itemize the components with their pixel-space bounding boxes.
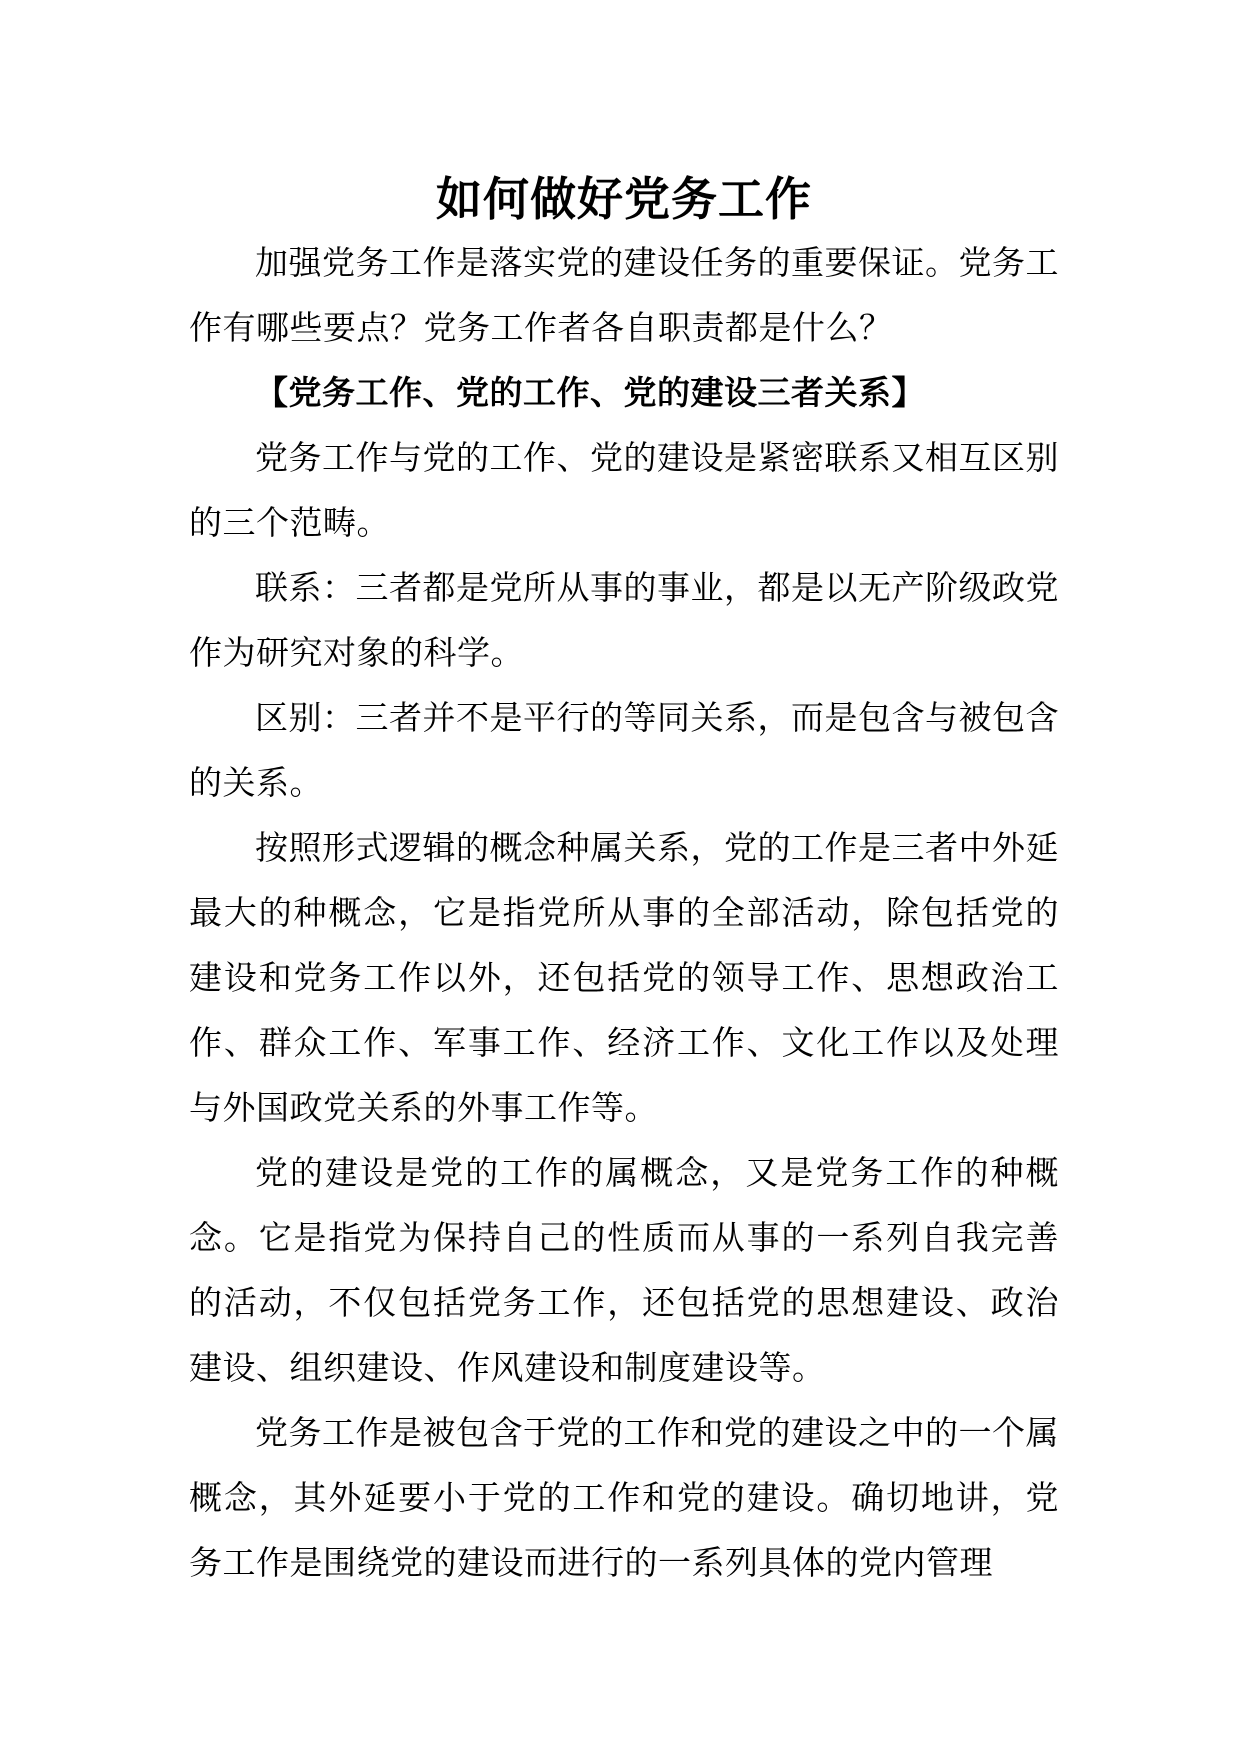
paragraph-categories: 党务工作与党的工作、党的建设是紧密联系又相互区别的三个范畴。 [189,438,1059,542]
document-body [189,168,1059,1595]
paragraph-connection: 联系：三者都是党所从事的事业，都是以无产阶级政党作为研究对象的科学。 [189,568,1059,672]
document-title: 如何做好党务工作 [436,172,812,226]
intro-paragraph: 加强党务工作是落实党的建设任务的重要保证。党务工作有哪些要点？党务工作者各自职责都是什么？ [189,243,1059,347]
paragraph-party-work: 按照形式逻辑的概念种属关系，党的工作是三者中外延最大的种概念，它是指党所从事的全部活动，除包括党的建设和党务工作以外，还包括党的领导工作、思想政治工作、群众工作、军事工作、经济工作、文化工作以及处理与外国政党关系的外事工作等。 [189,828,1059,1127]
section-heading: 【党务工作、党的工作、党的建设三者关系】 [255,373,925,412]
paragraph-party-building: 党的建设是党的工作的属概念，又是党务工作的种概念。它是指党为保持自己的性质而从事的一系列自我完善的活动，不仅包括党务工作，还包括党的思想建设、政治建设、组织建设、作风建设和制度建设等。 [189,1153,1059,1387]
paragraph-party-affairs: 党务工作是被包含于党的工作和党的建设之中的一个属概念，其外延要小于党的工作和党的建设。确切地讲，党务工作是围绕党的建设而进行的一系列具体的党内管理 [189,1413,1059,1582]
paragraph-difference: 区别：三者并不是平行的等同关系，而是包含与被包含的关系。 [189,698,1059,802]
